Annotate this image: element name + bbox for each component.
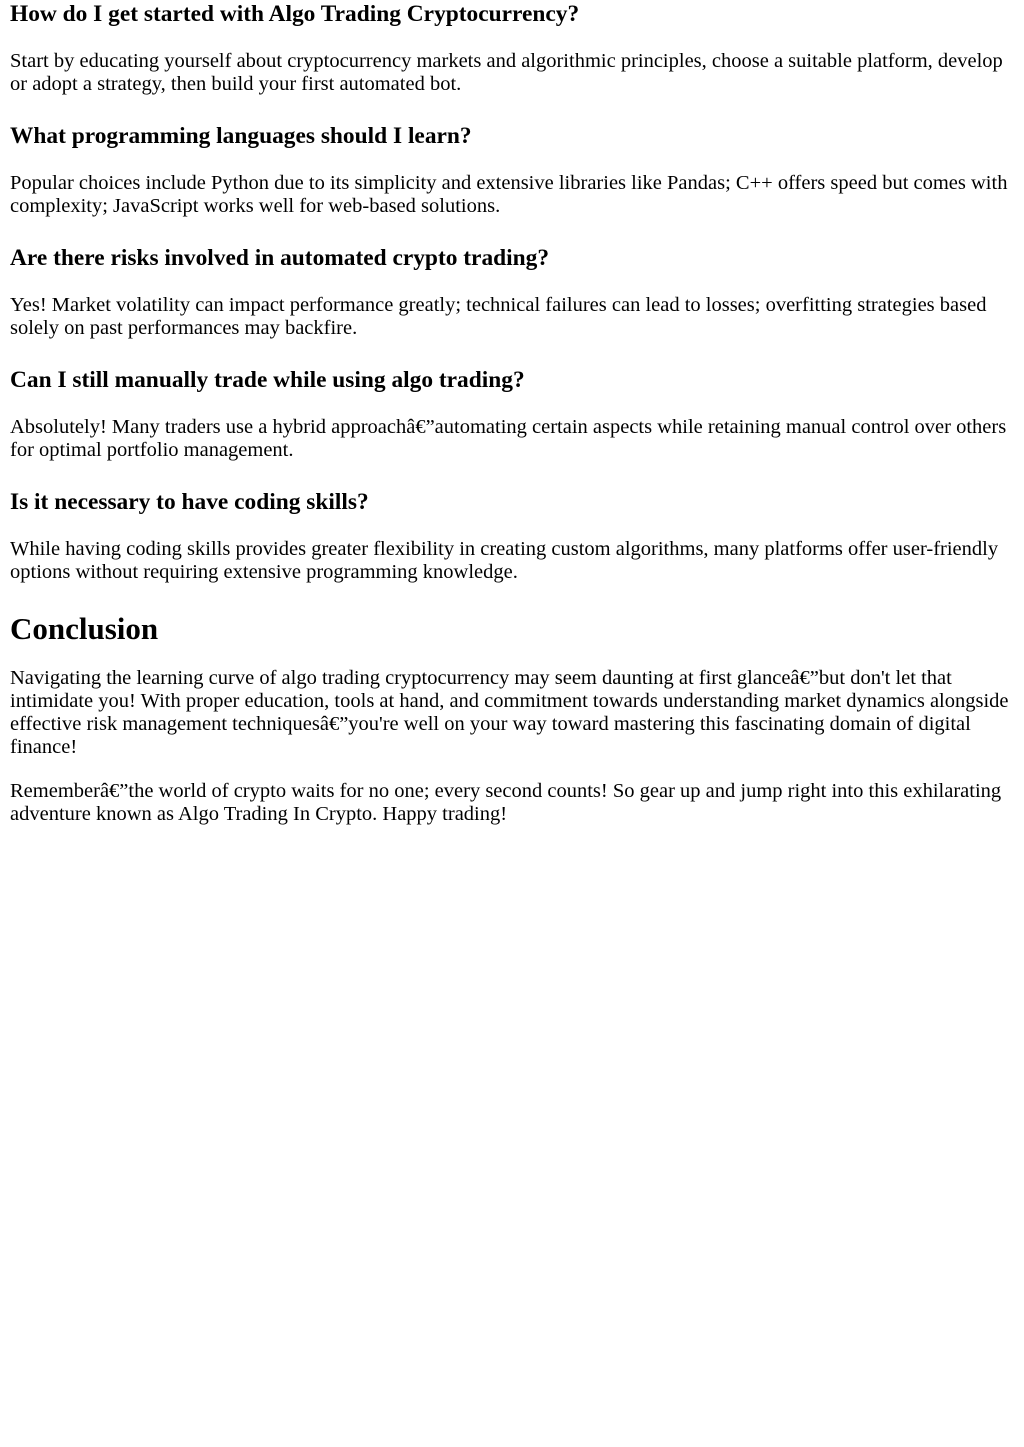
conclusion-section bbox=[10, 611, 1014, 827]
faq-item bbox=[10, 245, 1014, 340]
faq-answer: While having coding skills provides greater flexibility in creating custom algorithms, many platforms offer user-friendly options without requiring extensive programming knowledge. bbox=[10, 537, 999, 583]
faq-item bbox=[10, 489, 1014, 584]
faq-answer: Absolutely! Many traders use a hybrid approachâ€”automating certain aspects while retaining manual control over others for optimal portfolio management. bbox=[10, 415, 1007, 461]
faq-question: What programming languages should I learn? bbox=[10, 122, 472, 149]
faq-question: Can I still manually trade while using algo trading? bbox=[10, 366, 525, 393]
conclusion-paragraph: Rememberâ€”the world of crypto waits for no one; every second counts! So gear up and jump right into this exhilarating adventure known as Algo Trading In Crypto. Happy trading! bbox=[10, 780, 1002, 826]
conclusion-heading: Conclusion bbox=[10, 610, 159, 646]
faq-question: Is it necessary to have coding skills? bbox=[10, 488, 369, 515]
faq-item bbox=[10, 123, 1014, 218]
faq-answer: Start by educating yourself about cryptocurrency markets and algorithmic principles, choose a suitable platform, develop or adopt a strategy, then build your first automated bot. bbox=[10, 49, 1003, 95]
article-content bbox=[10, 1, 1014, 826]
conclusion-paragraph: Navigating the learning curve of algo trading cryptocurrency may seem daunting at first glanceâ€”but don't let that intimidate you! With proper education, tools at hand, and commitment towards understanding market dynamics alongside effective risk management techniquesâ€”you're well on your way toward mastering this fascinating domain of digital finance! bbox=[10, 667, 1009, 759]
faq-question: Are there risks involved in automated crypto trading? bbox=[10, 244, 550, 271]
faq-answer: Popular choices include Python due to its simplicity and extensive libraries like Pandas; C++ offers speed but comes with complexity; JavaScript works well for web-based solutions. bbox=[10, 171, 1008, 217]
faq-answer: Yes! Market volatility can impact performance greatly; technical failures can lead to losses; overfitting strategies based solely on past performances may backfire. bbox=[10, 293, 987, 339]
faq-item bbox=[10, 1, 1014, 96]
faq-question: How do I get started with Algo Trading Cryptocurrency? bbox=[10, 1, 580, 27]
faq-item bbox=[10, 367, 1014, 462]
